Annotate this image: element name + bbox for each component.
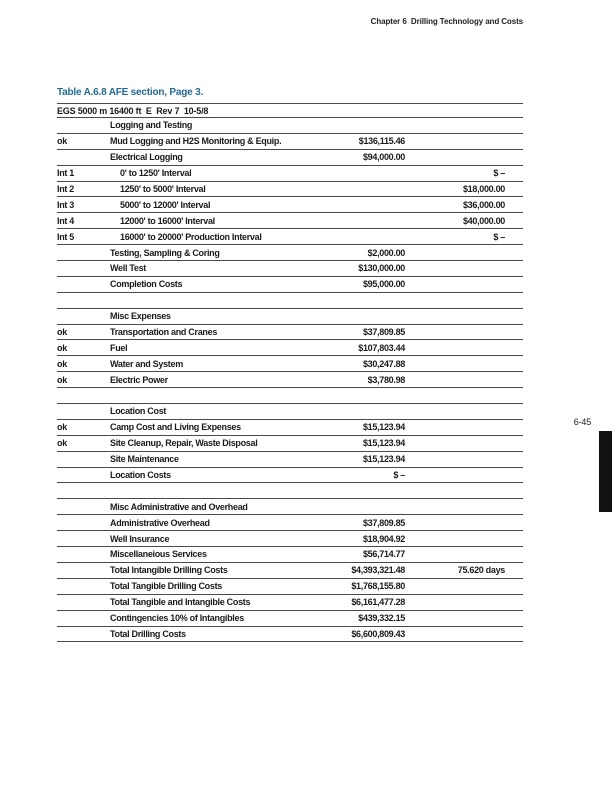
- row-label: 16000' to 20000' Production Interval: [120, 231, 262, 242]
- spacer-row: [57, 293, 523, 309]
- row-tag: Int 1: [57, 168, 75, 179]
- row-amount-primary: $37,809.85: [362, 517, 405, 528]
- table-row: [57, 611, 523, 627]
- row-label: 1250' to 5000' Interval: [120, 184, 206, 194]
- row-label: Mud Logging and H2S Monitoring & Equip.: [110, 136, 282, 147]
- table-row: [57, 340, 523, 356]
- row-tag: ok: [57, 422, 67, 433]
- row-tag: ok: [57, 136, 67, 147]
- table-row: [57, 595, 523, 611]
- table-row: [57, 134, 523, 150]
- afe-table: [57, 87, 523, 642]
- row-amount-primary: $15,123.94: [362, 454, 405, 465]
- row-label: 5000' to 12000' Interval: [120, 199, 211, 210]
- table-row: [57, 277, 523, 293]
- row-label: Water and System: [110, 358, 183, 369]
- row-label: Contingencies 10% of Intangibles: [110, 613, 244, 624]
- row-tag: Int 5: [57, 231, 75, 242]
- row-amount-secondary: $40,000.00: [462, 215, 505, 226]
- row-label: Well Insurance: [110, 533, 170, 544]
- row-amount-secondary: 75.620 days: [457, 565, 505, 576]
- table-row: [57, 309, 523, 325]
- row-amount-primary: $30,247.88: [362, 358, 405, 369]
- table-row: [57, 182, 523, 198]
- row-label: Misc Administrative and Overhead: [110, 501, 248, 512]
- table-row: [57, 499, 523, 515]
- page-number: 6-45: [573, 417, 591, 427]
- table-title: Table A.6.8 AFE section, Page 3.: [57, 87, 204, 98]
- table-row: [57, 356, 523, 372]
- row-label: Logging and Testing: [110, 120, 193, 131]
- table-row: [57, 245, 523, 261]
- row-label: Location Cost: [110, 406, 167, 417]
- table-row: [57, 118, 523, 134]
- row-amount-primary: $136,115.46: [358, 136, 405, 147]
- row-label: Well Test: [110, 263, 146, 274]
- row-label: Total Tangible and Intangible Costs: [110, 597, 251, 608]
- afe-table-rows: [57, 118, 523, 642]
- spacer-row: [57, 388, 523, 404]
- row-tag: ok: [57, 358, 67, 369]
- row-amount-primary: $95,000.00: [362, 279, 405, 290]
- row-label: Misc Expenses: [110, 311, 171, 322]
- table-row: [57, 547, 523, 563]
- row-amount-primary: $37,809.85: [362, 327, 405, 338]
- table-row: [57, 420, 523, 436]
- row-amount-primary: $6,600,809.43: [351, 628, 405, 639]
- row-amount-primary: $4,393,321.48: [351, 565, 405, 576]
- row-tag: ok: [57, 342, 67, 353]
- row-label: 0' to 1250' Interval: [120, 168, 192, 179]
- table-row: [57, 261, 523, 277]
- row-label: 12000' to 16000' Interval: [120, 215, 215, 226]
- spacer-row: [57, 483, 523, 499]
- table-row: [57, 531, 523, 547]
- table-row: [57, 213, 523, 229]
- table-row: [57, 404, 523, 420]
- row-label: Site Cleanup, Repair, Waste Disposal: [110, 438, 258, 449]
- row-amount-primary: $6,161,477.28: [351, 597, 405, 608]
- row-label: Total Tangible Drilling Costs: [110, 581, 222, 592]
- row-label: Fuel: [110, 342, 128, 353]
- table-row: [57, 197, 523, 213]
- row-label: Electrical Logging: [110, 152, 183, 163]
- row-label: Electric Power: [110, 374, 168, 385]
- row-amount-secondary: $ –: [493, 168, 505, 179]
- row-label: Transportation and Cranes: [110, 327, 218, 338]
- row-label: Site Maintenance: [110, 454, 179, 465]
- row-amount-primary: $2,000.00: [367, 247, 405, 258]
- row-amount-primary: $18,904.92: [362, 533, 405, 544]
- table-row: [57, 627, 523, 643]
- chapter-tab-marker: [599, 431, 612, 512]
- row-label: Completion Costs: [110, 279, 183, 290]
- row-label: Administrative Overhead: [110, 517, 210, 528]
- row-tag: ok: [57, 374, 67, 385]
- table-row: [57, 150, 523, 166]
- table-row: [57, 229, 523, 245]
- table-row: [57, 515, 523, 531]
- row-tag: ok: [57, 438, 67, 449]
- row-amount-primary: $130,000.00: [358, 263, 405, 274]
- row-amount-primary: $56,714.77: [362, 549, 405, 560]
- row-amount-primary: $ –: [393, 470, 405, 481]
- table-subtitle: EGS 5000 m 16400 ft E Rev 7 10-5/8: [57, 103, 523, 118]
- table-row: [57, 372, 523, 388]
- table-row: [57, 436, 523, 452]
- row-amount-secondary: $ –: [493, 231, 505, 242]
- row-label: Camp Cost and Living Expenses: [110, 422, 241, 433]
- row-amount-secondary: $36,000.00: [462, 199, 505, 210]
- row-amount-primary: $1,768,155.80: [351, 581, 405, 592]
- row-tag: Int 2: [57, 184, 75, 194]
- table-row: [57, 468, 523, 484]
- table-row: [57, 563, 523, 579]
- row-tag: Int 3: [57, 199, 75, 210]
- row-tag: Int 4: [57, 215, 75, 226]
- table-row: [57, 325, 523, 341]
- row-tag: ok: [57, 327, 67, 338]
- row-amount-secondary: $18,000.00: [462, 184, 505, 194]
- row-label: Total Intangible Drilling Costs: [110, 565, 228, 576]
- table-row: [57, 579, 523, 595]
- row-label: Miscellaneious Services: [110, 549, 207, 560]
- row-amount-primary: $94,000.00: [362, 152, 405, 163]
- row-amount-primary: $439,332.15: [358, 613, 405, 624]
- table-row: [57, 166, 523, 182]
- row-label: Total Drilling Costs: [110, 628, 186, 639]
- chapter-header: Chapter 6 Drilling Technology and Costs: [370, 17, 523, 26]
- row-amount-primary: $15,123.94: [362, 422, 405, 433]
- row-amount-primary: $3,780.98: [367, 374, 405, 385]
- row-amount-primary: $107,803.44: [358, 342, 405, 353]
- row-label: Testing, Sampling & Coring: [110, 247, 220, 258]
- row-amount-primary: $15,123.94: [362, 438, 405, 449]
- table-row: [57, 452, 523, 468]
- row-label: Location Costs: [110, 470, 171, 481]
